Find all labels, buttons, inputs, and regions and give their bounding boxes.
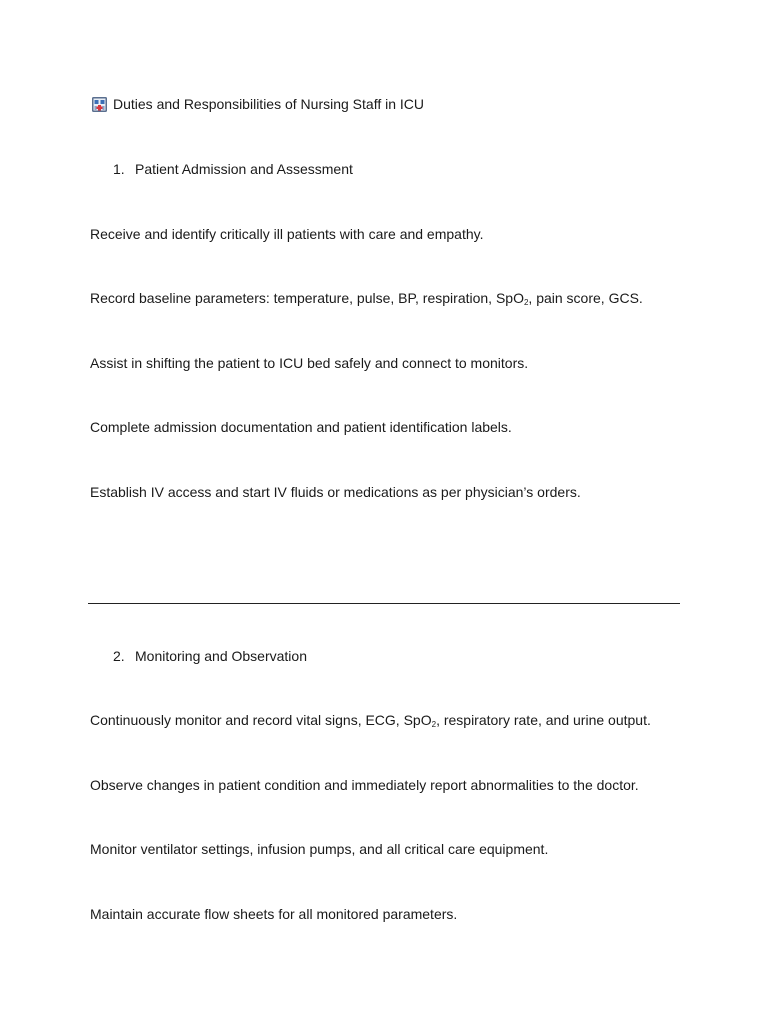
list-item: Assist in shifting the patient to ICU bed safely and connect to monitors. (90, 355, 529, 371)
section-heading-text: Monitoring and Observation (135, 648, 307, 664)
list-item: Complete admission documentation and patient identification labels. (90, 419, 512, 435)
list-item: Establish IV access and start IV fluids or medications as per physician’s orders. (90, 484, 581, 500)
list-item: Continuously monitor and record vital signs, ECG, SpO$_2$, respiratory rate, and urine output. (90, 712, 651, 729)
list-item: Receive and identify critically ill patients with care and empathy. (90, 226, 484, 242)
horizontal-divider (88, 603, 680, 604)
section-heading-2 (113, 647, 307, 665)
list-item: Maintain accurate flow sheets for all monitored parameters. (90, 906, 458, 922)
section-number: 1. (113, 161, 125, 177)
list-item: Monitor ventilator settings, infusion pumps, and all critical care equipment. (90, 841, 549, 857)
document-title (91, 95, 424, 113)
section-heading-text: Patient Admission and Assessment (135, 161, 353, 177)
hospital-icon (91, 96, 108, 113)
section-heading-1 (113, 160, 353, 178)
document-title-text: Duties and Responsibilities of Nursing Staff in ICU (113, 96, 425, 112)
list-item: Record baseline parameters: temperature, pulse, BP, respiration, SpO$_2$, pain score, GCS. (90, 290, 643, 307)
list-item: Observe changes in patient condition and immediately report abnormalities to the doctor. (90, 777, 639, 793)
section-number: 2. (113, 648, 125, 664)
